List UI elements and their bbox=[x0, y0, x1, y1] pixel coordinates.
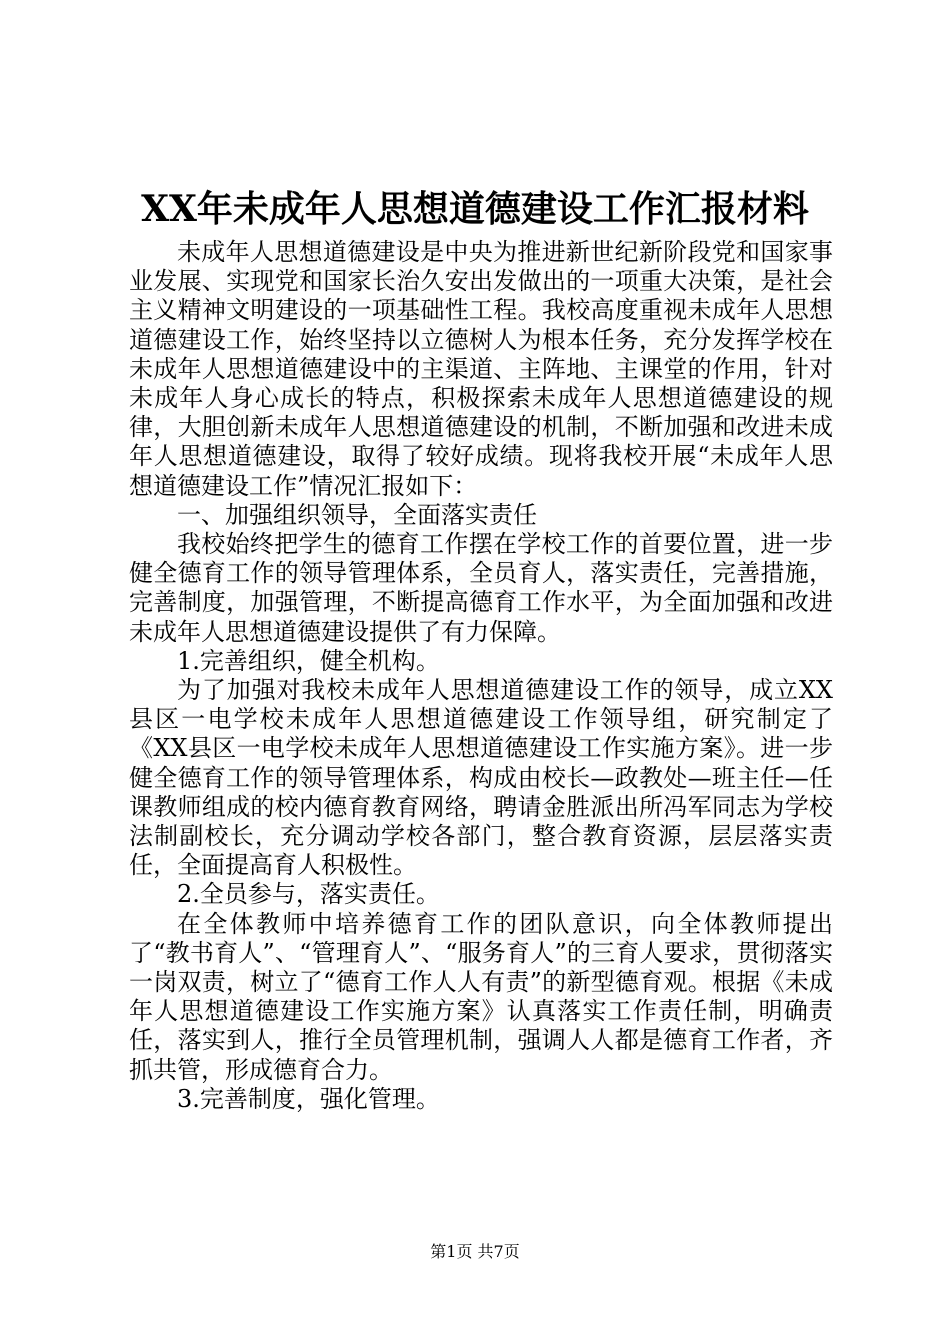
paragraph-intro: 未成年人思想道德建设是中央为推进新世纪新阶段党和国家事业发展、实现党和国家长治久安出发做出的一项重大决策，是社会主义精神文明建设的一项基础性工程。我校高度重视未成年人思想道德建设工作，始终坚持以立德树人为根本任务，充分发挥学校在未成年人思想道德建设中的主渠道、主阵地、主课堂的作用，针对未成年人身心成长的特点，积极探索未成年人思想道德建设的规律，大胆创新未成年人思想道德建设的机制，不断加强和改进未成年人思想道德建设，取得了较好成绩。现将我校开展“未成年人思想道德建设工作”情况汇报如下： bbox=[129, 238, 833, 500]
page-footer: 第1页 共7页 bbox=[430, 1242, 520, 1261]
subheading-3: 3.完善制度，强化管理。 bbox=[177, 1084, 440, 1113]
paragraph-section-1: 我校始终把学生的德育工作摆在学校工作的首要位置，进一步健全德育工作的领导管理体系，全员育人，落实责任，完善措施，完善制度，加强管理，不断提高德育工作水平，为全面加强和改进未成年人思想道德建设提供了有力保障。 bbox=[129, 530, 833, 646]
subheading-1: 1.完善组织，健全机构。 bbox=[177, 646, 440, 675]
document-body bbox=[129, 238, 833, 1114]
document-title: XX年未成年人思想道德建设工作汇报材料 bbox=[141, 188, 809, 230]
paragraph-subsection-2: 在全体教师中培养德育工作的团队意识，向全体教师提出了“教书育人”、“管理育人”、“服务育人”的三育人要求，贯彻落实一岗双责，树立了“德育工作人人有责”的新型德育观。根据《未成年人思想道德建设工作实施方案》认真落实工作责任制，明确责任，落实到人，推行全员管理机制，强调人人都是德育工作者，齐抓共管，形成德育合力。 bbox=[129, 909, 833, 1084]
section-heading-1: 一、加强组织领导，全面落实责任 bbox=[177, 500, 537, 529]
paragraph-subsection-1: 为了加强对我校未成年人思想道德建设工作的领导，成立XX县区一电学校未成年人思想道德建设工作领导组，研究制定了《XX县区一电学校未成年人思想道德建设工作实施方案》。进一步健全德育工作的领导管理体系，构成由校长—政教处—班主任—任课教师组成的校内德育教育网络，聘请金胜派出所冯军同志为学校法制副校长，充分调动学校各部门，整合教育资源，层层落实责任，全面提高育人积极性。 bbox=[129, 676, 833, 880]
subheading-2: 2.全员参与，落实责任。 bbox=[177, 880, 440, 909]
